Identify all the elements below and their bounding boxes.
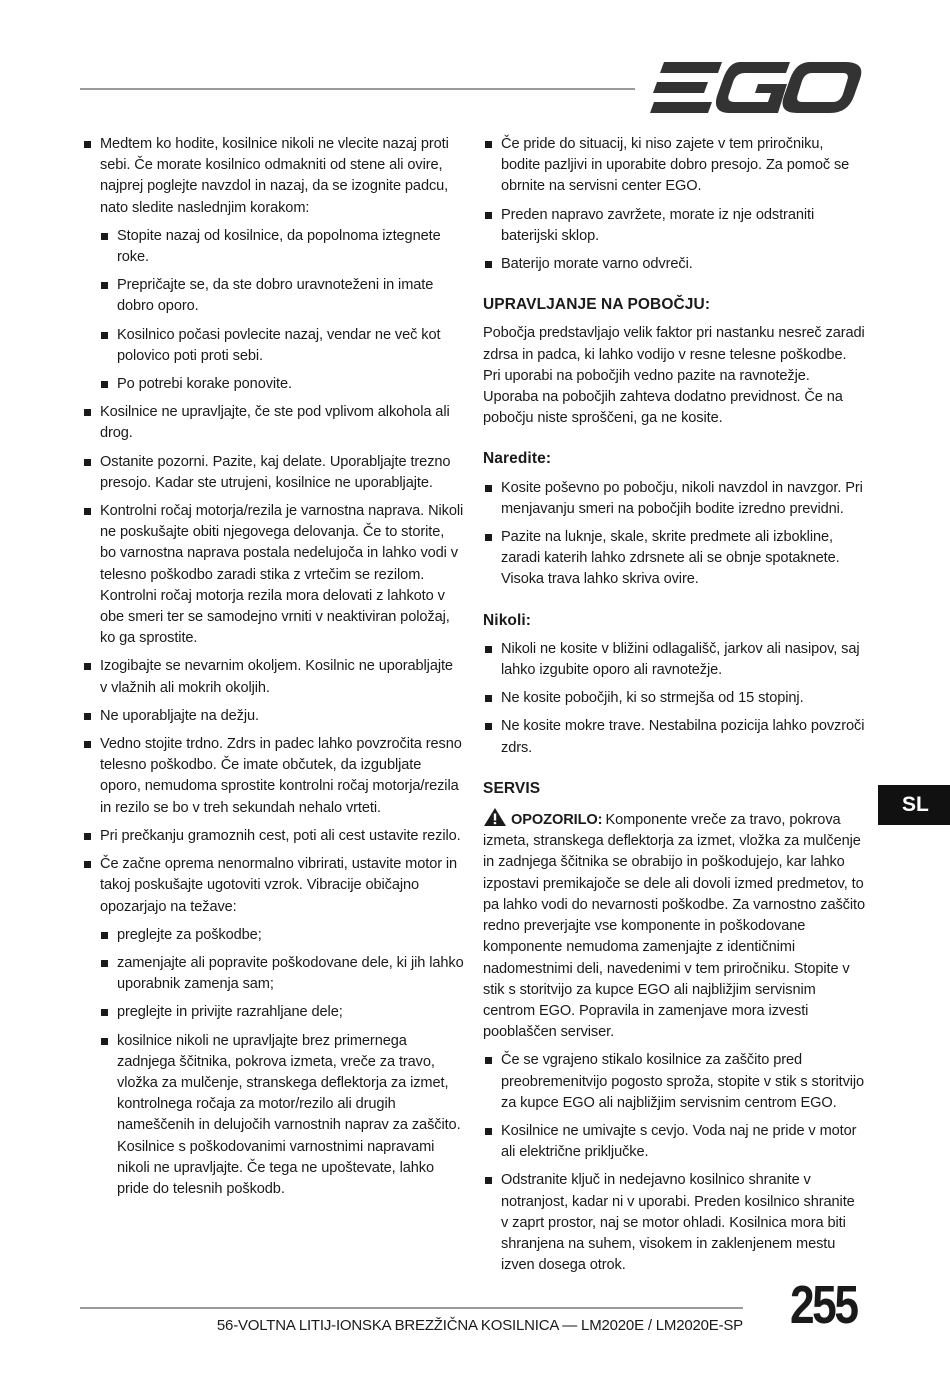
sub-list-item: kosilnice nikoli ne upravljajte brez primernega zadnjega ščitnika, pokrova izmeta, vreče za travo, vložka za mulčenje, stranskega deflektorja za izmet, kontrolnega ročaja za motor/rezilo ali drugih nameščenih in delujočih varnostnih naprav za zaščito. Kosilnice s poškodovanimi varnostnimi napravami nikoli ne upravljajte. Če tega ne upoštevate, lahko pride do telesnih poškodb. bbox=[99, 1031, 464, 1201]
sub-list-item: Stopite nazaj od kosilnice, da popolnoma iztegnete roke. bbox=[99, 226, 464, 268]
sub-list-item: zamenjajte ali popravite poškodovane dele, ki jih lahko uporabnik zamenja sam; bbox=[99, 953, 464, 995]
sub-list-item: Prepričajte se, da ste dobro uravnoteženi in imate dobro oporo. bbox=[99, 275, 464, 317]
list-item: Če pride do situacij, ki niso zajete v tem priročniku, bodite pazljivi in uporabite dobro presojo. Za pomoč se obrnite na servisni center EGO. bbox=[483, 134, 865, 198]
sub-list-item: Kosilnico počasi povlecite nazaj, vendar ne več kot polovico poti proti sebi. bbox=[99, 325, 464, 367]
list-item: Baterijo morate varno odvreči. bbox=[483, 254, 865, 275]
service-warning bbox=[483, 807, 865, 1043]
list-item: Vedno stojite trdno. Zdrs in padec lahko povzročita resno telesno poškodbo. Če imate občutek, da izgubljate oporo, nemudoma sprostite kontrolni ročaj motorja/rezila in rezilo se bo v treh sekundah nehalo vrteti. bbox=[82, 734, 464, 819]
left-column bbox=[82, 134, 464, 1207]
list-item: Izogibajte se nevarnim okoljem. Kosilnic ne uporabljajte v vlažnih ali mokrih okoljih. bbox=[82, 656, 464, 698]
language-tab: SL bbox=[878, 785, 950, 825]
list-item: Kontrolni ročaj motorja/rezila je varnostna naprava. Nikoli ne poskušajte obiti njegovega delovanja. Če to storite, bo varnostna naprava postala nedelujoča in lahko vodi v telesno poškodbo zaradi stika z vrtečim se rezilom. Kontrolni ročaj motorja rezila mora delovati z lahkoto v obe smeri ter se samodejno vrniti v neaktiviran položaj, ko ga sprostite. bbox=[82, 501, 464, 649]
slopes-heading: UPRAVLJANJE NA POBOČJU: bbox=[483, 296, 711, 314]
list-item: Preden napravo zavržete, morate iz nje odstraniti baterijski sklop. bbox=[483, 205, 865, 247]
list-item: Medtem ko hodite, kosilnice nikoli ne vlecite nazaj proti sebi. Če morate kosilnico odmakniti od stene ali ovire, najprej poglejte navzdol in nazaj, da se izognite padcu, nato sledite naslednjim korakom: bbox=[82, 134, 464, 219]
service-heading: SERVIS bbox=[483, 779, 541, 797]
footer-product-title: 56-VOLTNA LITIJ-IONSKA BREZŽIČNA KOSILNICA — LM2020E / LM2020E-SP bbox=[216, 1317, 743, 1334]
sub-list-item: preglejte za poškodbe; bbox=[99, 925, 464, 946]
list-item: Če začne oprema nenormalno vibrirati, ustavite motor in takoj poskušajte ugotoviti vzrok. Vibracije običajno opozarjajo na težave: bbox=[82, 854, 464, 918]
warning-icon bbox=[483, 807, 507, 827]
footer-rule bbox=[80, 1307, 743, 1309]
list-item: Če se vgrajeno stikalo kosilnice za zaščito pred preobremenitvijo pogosto sproža, stopite v stik s storitvijo za kupce EGO ali najbližjim servisnim centrom EGO. bbox=[483, 1050, 865, 1114]
sub-list-item: Po potrebi korake ponovite. bbox=[99, 374, 464, 395]
never-heading: Nikoli: bbox=[483, 611, 532, 629]
list-item: Nikoli ne kosite v bližini odlagališč, jarkov ali nasipov, saj lahko izgubite oporo ali ravnotežje. bbox=[483, 639, 865, 681]
list-item: Pri prečkanju gramoznih cest, poti ali cest ustavite rezilo. bbox=[82, 826, 464, 847]
header-rule bbox=[80, 88, 635, 90]
do-heading: Naredite: bbox=[483, 450, 552, 468]
list-item: Kosilnice ne upravljajte, če ste pod vplivom alkohola ali drog. bbox=[82, 402, 464, 444]
warning-text: Komponente vreče za travo, pokrova izmeta, stranskega deflektorja za izmet, vložka za mulčenje in zadnjega ščitnika se obrabijo in poškodujejo, kar lahko izpostavi premikajoče se dele ali dovoli izmed predmetov, to pa lahko vodi do nevarnosti poškodbe. Za varnostno zaščito redno preverjajte vse komponente in poškodovane komponente nemudoma zamenjajte z identičnimi nadomestnimi deli, navedenimi v tem priročniku. Stopite v stik s storitvijo za kupce EGO ali najbližjim servisnim centrom EGO. Popravila in zamenjave mora izvesti pooblaščen serviser. bbox=[483, 812, 865, 1041]
list-item: Kosilnice ne umivajte s cevjo. Voda naj ne pride v motor ali električne priključke. bbox=[483, 1121, 865, 1163]
sub-list-item: preglejte in privijte razrahljane dele; bbox=[99, 1002, 464, 1023]
list-item: Ostanite pozorni. Pazite, kaj delate. Uporabljajte trezno presojo. Kadar ste utrujeni, kosilnice ne uporabljajte. bbox=[82, 452, 464, 494]
list-item: Ne uporabljajte na dežju. bbox=[82, 706, 464, 727]
list-item: Ne kosite mokre trave. Nestabilna pozicija lahko povzroči zdrs. bbox=[483, 716, 865, 758]
list-item: Kosite poševno po pobočju, nikoli navzdol in navzgor. Pri menjavanju smeri na pobočjih bodite izredno previdni. bbox=[483, 478, 865, 520]
list-item: Odstranite ključ in nedejavno kosilnico shranite v notranjost, kadar ni v uporabi. Preden kosilnico shranite v zaprt prostor, naj se motor ohladi. Kosilnica mora biti shranjena na suhem, visokem in zaklenjenem mestu izven dosega otrok. bbox=[483, 1170, 865, 1276]
slopes-paragraph: Pobočja predstavljajo velik faktor pri nastanku nesreč zaradi zdrsa in padca, ki lahko vodijo v resne telesne poškodbe. Pri uporabi na pobočjih vedno pazite na ravnotežje. Uporaba na pobočjih zahteva dodatno previdnost. Če na pobočju niste sproščeni, ga ne kosite. bbox=[483, 325, 865, 427]
right-column bbox=[483, 134, 865, 1283]
intro-list bbox=[483, 134, 865, 275]
ego-logo bbox=[650, 62, 862, 114]
warning-label: OPOZORILO: bbox=[511, 812, 603, 829]
page-number: 255 bbox=[790, 1275, 857, 1335]
list-item: Pazite na luknje, skale, skrite predmete ali izbokline, zaradi katerih lahko zdrsnete ali se obnje spotaknete. Visoka trava lahko skriva ovire. bbox=[483, 527, 865, 591]
list-item: Ne kosite pobočjih, ki so strmejša od 15 stopinj. bbox=[483, 688, 865, 709]
